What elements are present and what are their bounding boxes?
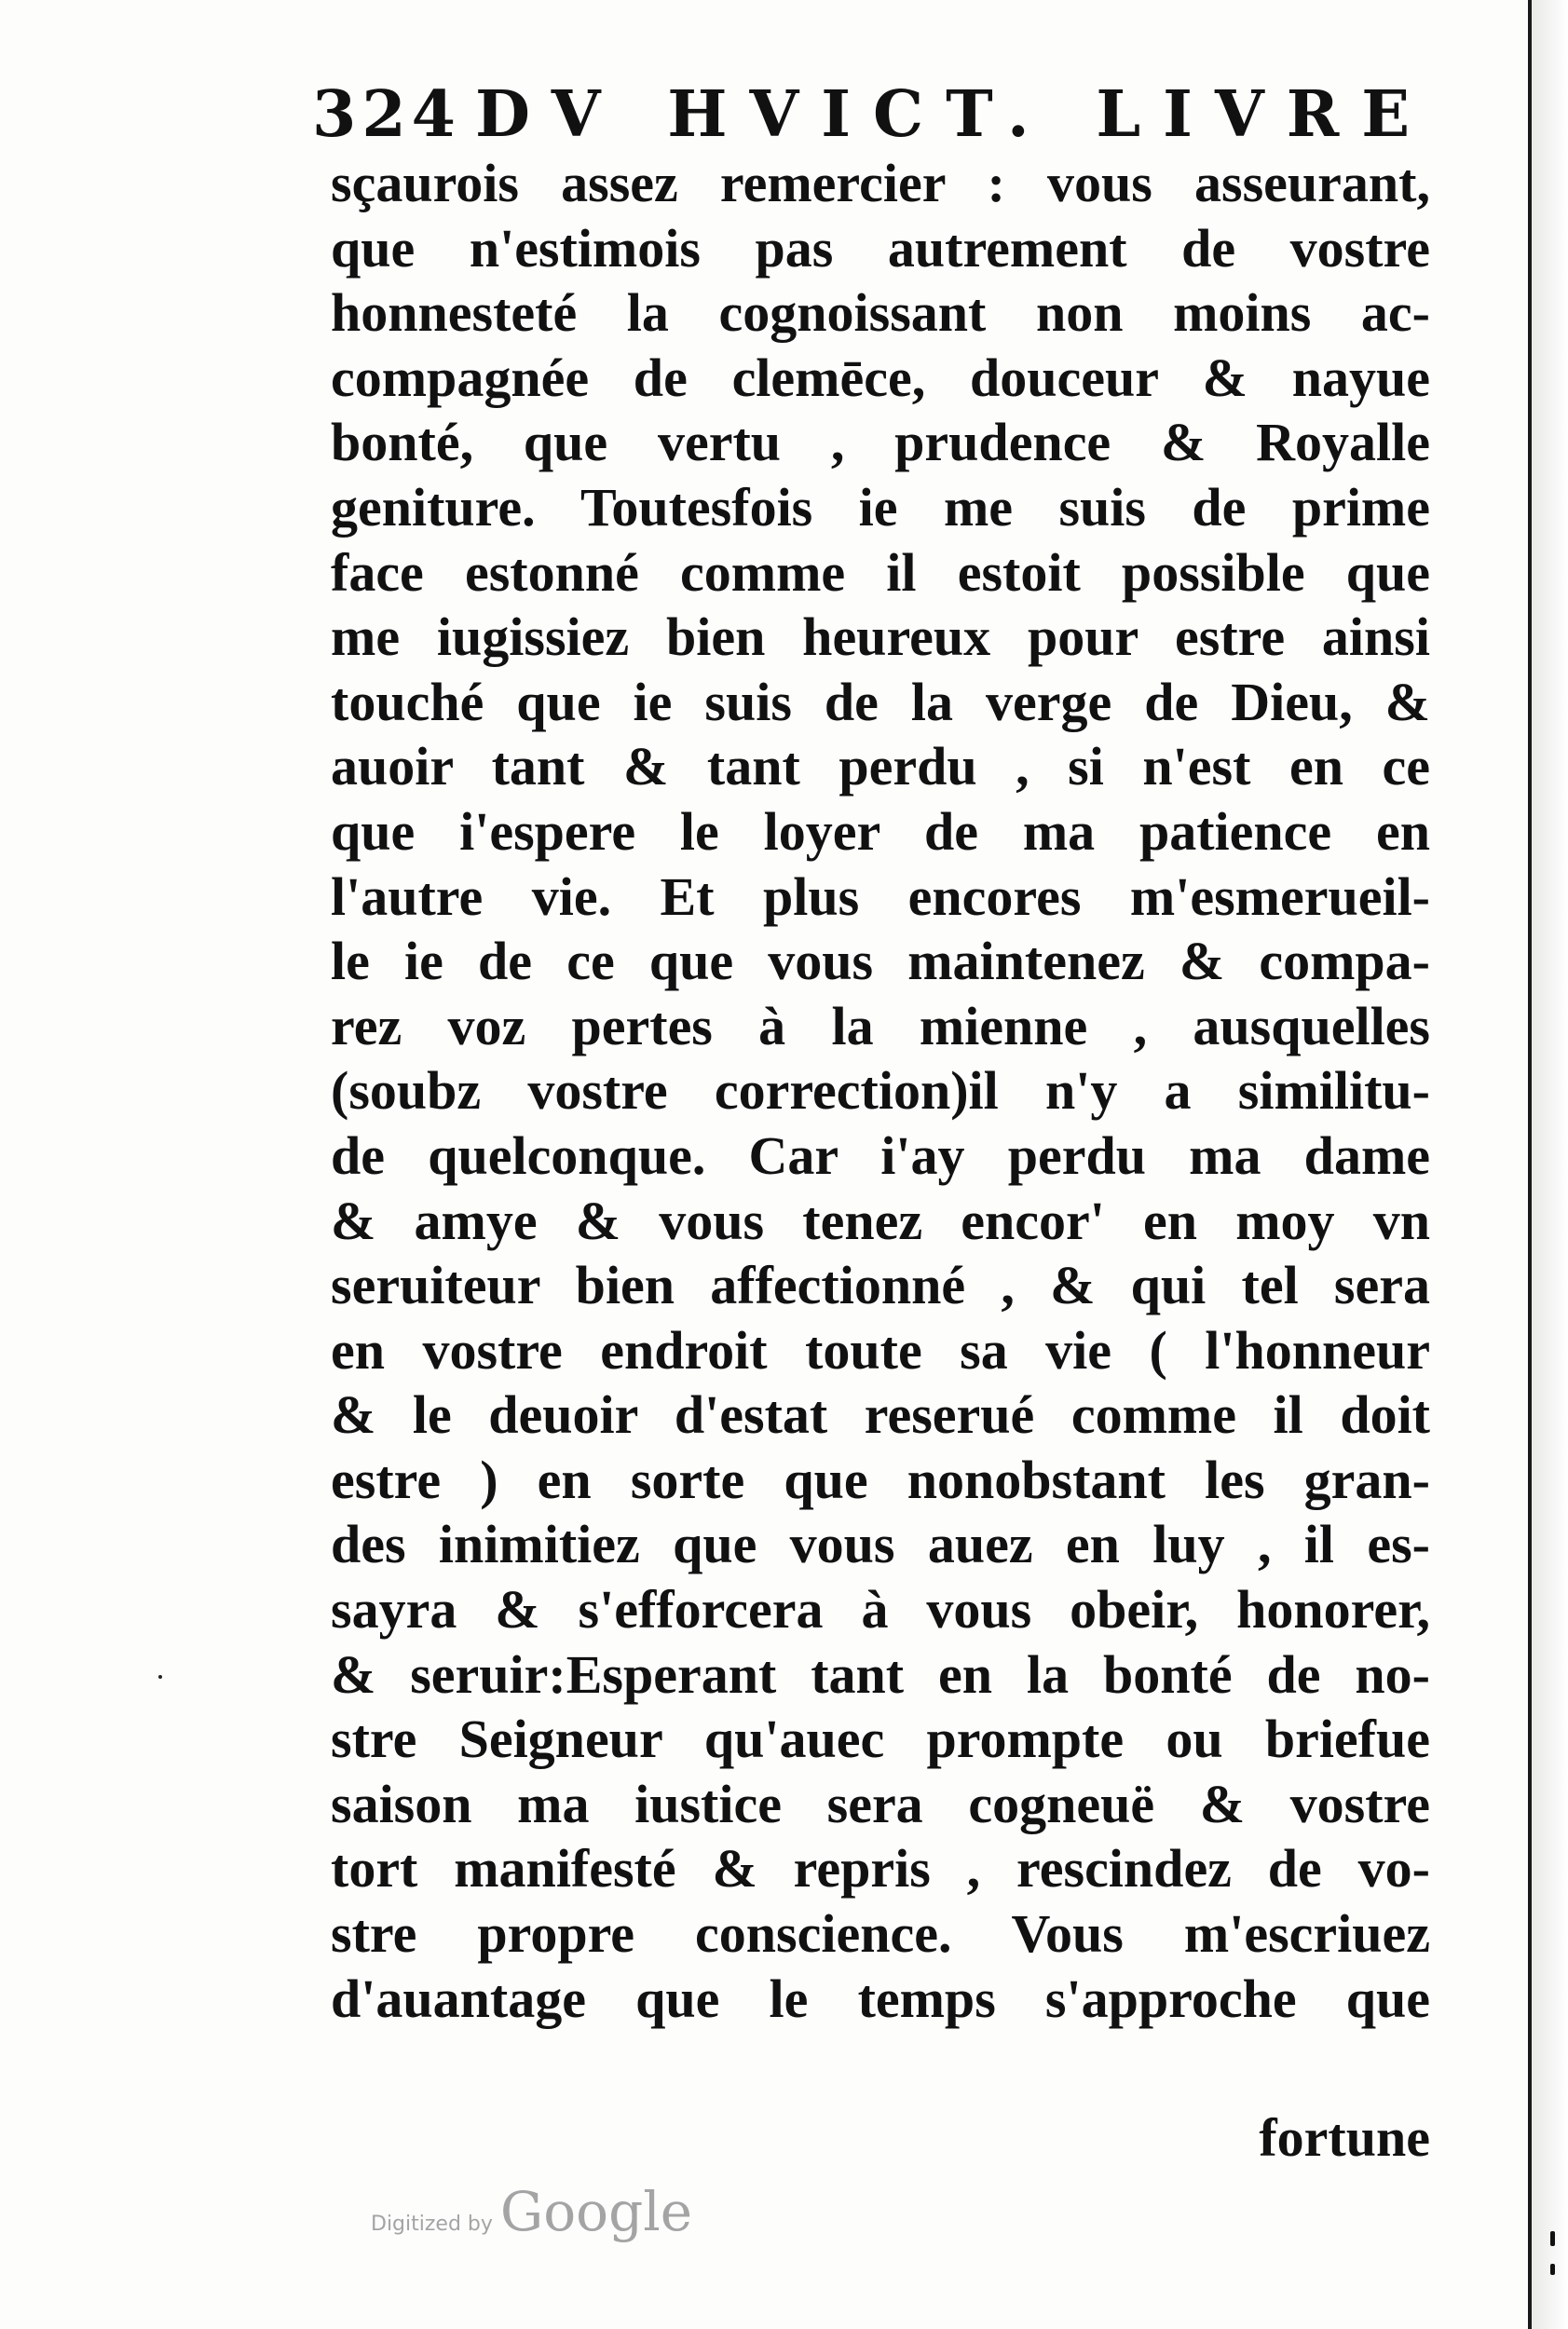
text-line: & le deuoir d'estat reserué comme il doit — [331, 1384, 1430, 1446]
digitization-watermark — [371, 2180, 692, 2254]
text-line: & seruir:Esperant tant en la bonté de no- — [331, 1643, 1430, 1705]
text-line: me iugissiez bien heureux pour estre ainsi — [331, 606, 1430, 668]
text-line: sayra & s'efforcera à vous obeir, honorer, — [331, 1579, 1430, 1641]
text-line: que n'estimois pas autrement de vostre — [331, 217, 1430, 279]
text-line: en vostre endroit toute sa vie ( l'honneur — [331, 1319, 1430, 1381]
text-line: d'auantage que le temps s'approche que — [331, 1968, 1430, 2029]
text-line: rez voz pertes à la mienne , ausquelles — [331, 995, 1430, 1056]
running-title: DV HVICT. LIVRE — [475, 77, 1433, 152]
edge-mark — [1550, 2231, 1555, 2246]
text-line: le ie de ce que vous maintenez & compa- — [331, 931, 1430, 992]
text-line: estre ) en sorte que nonobstant les gran- — [331, 1449, 1430, 1510]
text-line: sçaurois assez remercier : vous asseurant, — [331, 153, 1430, 213]
text-line: touché que ie suis de la verge de Dieu, & — [331, 671, 1430, 732]
watermark-brand: Google — [499, 2180, 693, 2243]
text-line: (soubz vostre correction)il n'y a similitu- — [331, 1060, 1430, 1122]
watermark-prefix: Digitized by — [371, 2213, 493, 2236]
text-line: compagnée de clemēce, douceur & nayue — [331, 347, 1430, 408]
text-line: des inimitiez que vous auez en luy , il es- — [331, 1514, 1430, 1575]
page-edge-shadow — [1532, 0, 1568, 2329]
text-line: face estonné comme il estoit possible que — [331, 541, 1430, 603]
text-line: seruiteur bien affectionné , & qui tel sera — [331, 1255, 1430, 1316]
text-line: & amye & vous tenez encor' en moy vn — [331, 1190, 1430, 1251]
text-line: stre Seigneur qu'auec prompte ou briefue — [331, 1709, 1430, 1770]
catchword: fortune — [1259, 2107, 1430, 2168]
text-line: de quelconque. Car i'ay perdu ma dame — [331, 1124, 1430, 1186]
text-line: honnesteté la cognoissant non moins ac- — [331, 282, 1430, 344]
text-line: saison ma iustice sera cogneuë & vostre — [331, 1773, 1430, 1834]
text-line: geniture. Toutesfois ie me suis de prime — [331, 476, 1430, 538]
body-text — [331, 151, 1430, 2031]
ink-speck — [158, 1675, 162, 1679]
text-line: tort manifesté & repris , rescindez de vo- — [331, 1838, 1430, 1900]
text-line: l'autre vie. Et plus encores m'esmerueil- — [331, 865, 1430, 927]
text-line: auoir tant & tant perdu , si n'est en ce — [331, 736, 1430, 797]
running-head — [312, 73, 1433, 157]
page-number: 324 — [312, 77, 461, 152]
edge-mark — [1550, 2264, 1555, 2275]
text-line: bonté, que vertu , prudence & Royalle — [331, 412, 1430, 473]
text-line: stre propre conscience. Vous m'escriuez — [331, 1903, 1430, 1965]
text-line: que i'espere le loyer de ma patience en — [331, 800, 1430, 862]
